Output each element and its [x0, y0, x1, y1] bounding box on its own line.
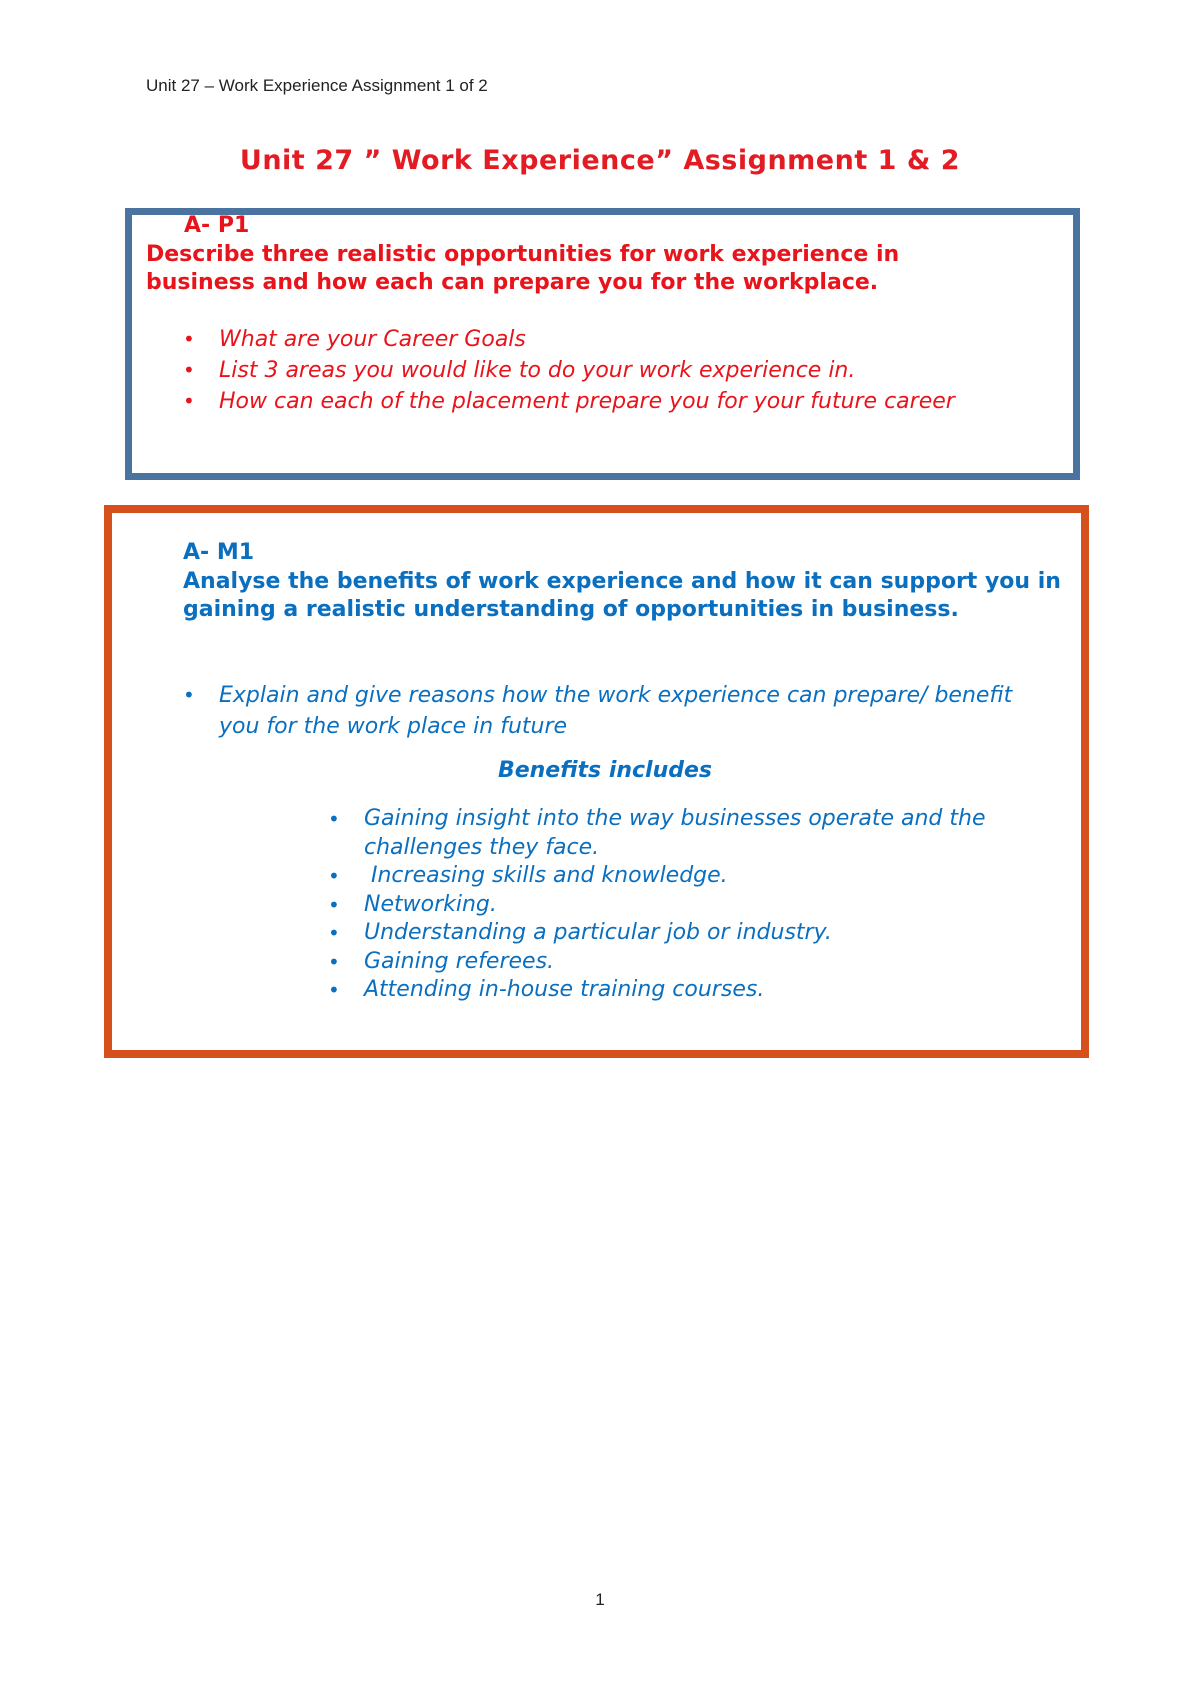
page-number: 1 — [595, 1590, 605, 1609]
list-item: • Attending in-house training courses. — [328, 976, 1068, 1005]
list-item: • Gaining referees. — [328, 948, 1068, 977]
bullet-icon: • — [328, 949, 340, 974]
m1-description: Analyse the benefits of work experience and how it can support you in gaining a realistic understanding of opportunities in business. — [183, 569, 1061, 622]
bullet-icon: • — [328, 892, 340, 917]
p1-code: A- P1 — [184, 213, 250, 238]
bullet-icon: • — [328, 864, 340, 888]
m1-bullet-list — [183, 680, 1033, 742]
p1-bullet-list — [183, 324, 1053, 417]
document-title: Unit 27 ” Work Experience” Assignment 1 & 2 — [239, 145, 961, 176]
list-item: • What are your Career Goals — [183, 324, 1053, 355]
list-item: • Gaining insight into the way businesses operate and the challenges they face. — [328, 806, 986, 860]
bullet-icon: • — [183, 327, 195, 351]
list-item: • Understanding a particular job or industry. — [328, 919, 1068, 948]
bullet-icon: • — [328, 978, 340, 1002]
bullet-icon: • — [328, 807, 340, 831]
bullet-icon: • — [328, 921, 340, 945]
bullet-icon: • — [183, 389, 195, 413]
list-item: • List 3 areas you would like to do your work experience in. — [183, 355, 1053, 386]
m1-code: A- M1 — [183, 540, 255, 565]
bullet-icon: • — [183, 358, 195, 382]
page-header: Unit 27 – Work Experience Assignment 1 of 2 — [146, 76, 488, 95]
list-item: • Explain and give reasons how the work experience can prepare/ benefit you for the work place in future — [183, 680, 1033, 742]
benefits-heading: Benefits includes — [497, 758, 713, 783]
p1-description: Describe three realistic opportunities for work experience in business and how each can prepare you for the workplace. — [146, 242, 900, 295]
benefits-list — [328, 805, 1068, 1005]
list-item: • Networking. — [328, 891, 1068, 920]
list-item: • Increasing skills and knowledge. — [328, 862, 1068, 891]
list-item: • How can each of the placement prepare you for your future career — [183, 386, 1053, 417]
bullet-icon: • — [183, 683, 195, 707]
